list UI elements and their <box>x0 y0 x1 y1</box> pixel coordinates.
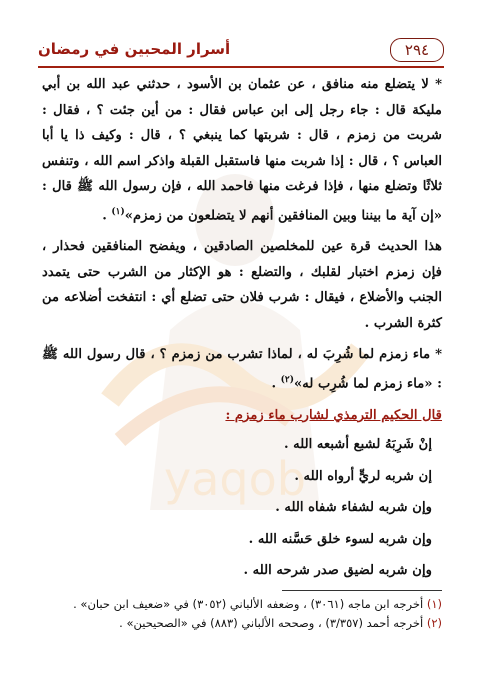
book-title: أسرار المحبين في رمضان <box>38 40 231 58</box>
footnote: (٢) أخرجه أحمد (٣/٣٥٧) ، وصححه الألباني (٨٨٣) في «الصحيحين» . <box>119 616 442 630</box>
footnote-ref: (٢) <box>280 374 295 385</box>
section-line: إن شربه لريٍّ أرواه الله . <box>294 468 432 484</box>
section-title: قال الحكيم الترمذي لشارب ماء زمزم : <box>225 407 442 423</box>
footnote: (١) أخرجه ابن ماجه (٣٠٦١) ، وضعفه الألباني (٣٠٥٢) في «ضعيف ابن حبان» . <box>73 597 442 611</box>
footnote-ref: (١) <box>111 206 125 217</box>
header-divider <box>38 66 444 68</box>
watermark-text: yaqob <box>164 452 306 506</box>
paragraph: هذا الحديث قرة عين للمخلصين الصادقين ، ويفضح المنافقين فحذار ، فإن زمزم اختبار لقلبك ، والتضلع : هو الإكثار من الشرب حتى يتمدد الجنب والأضلاع ، فيقال : شرب فلان حتى تضلع أي : انتفخت أضلاعه من كثرة الشرب . <box>42 239 442 331</box>
section-line: وإن شربه لشفاء شفاه الله . <box>275 500 432 516</box>
section-line: إنْ شَرِبَهُ لشبع أشبعه الله . <box>284 437 432 453</box>
paragraph: * لا يتضلع منه منافق ، عن عثمان بن الأسود ، حدثني عبد الله بن أبي مليكة قال : جاء رجل إلى ابن عباس فقال : من أين جئت ؟ ، فقال : شربت من زمزم ، قال : شربتها كما ينبغي ؟ ، قال : وكيف ذا يا أبا العباس ؟ ، قال : إذا شربت منها فاستقبل القبلة واذكر اسم الله ، وتنفس ثلاثًا وتضلع منها ، فإذا فرغت منها فاحمد الله ، فإن رسول الله ﷺ قال : «إن آية ما بيننا وبين المنافقين أنهم لا يتضلعون من زمزم»$^{(١)}$ . <box>42 77 442 223</box>
page-number: ٢٩٤ <box>390 38 444 62</box>
page-header <box>38 38 444 64</box>
paragraph: * ماء زمزم لما شُرِبَ له ، لماذا تشرب من زمزم ؟ ، قال رسول الله ﷺ : «ماء زمزم لما شُرِب له»$^{(٢)}$ . <box>42 347 442 392</box>
page-body <box>42 72 442 590</box>
footnote-divider <box>282 590 442 591</box>
section-line: وإن شربه لضيق صدر شرحه الله . <box>243 563 432 579</box>
footnotes <box>42 590 442 633</box>
section-line: وإن شربه لسوء خلق حَسَّنه الله . <box>248 531 432 547</box>
